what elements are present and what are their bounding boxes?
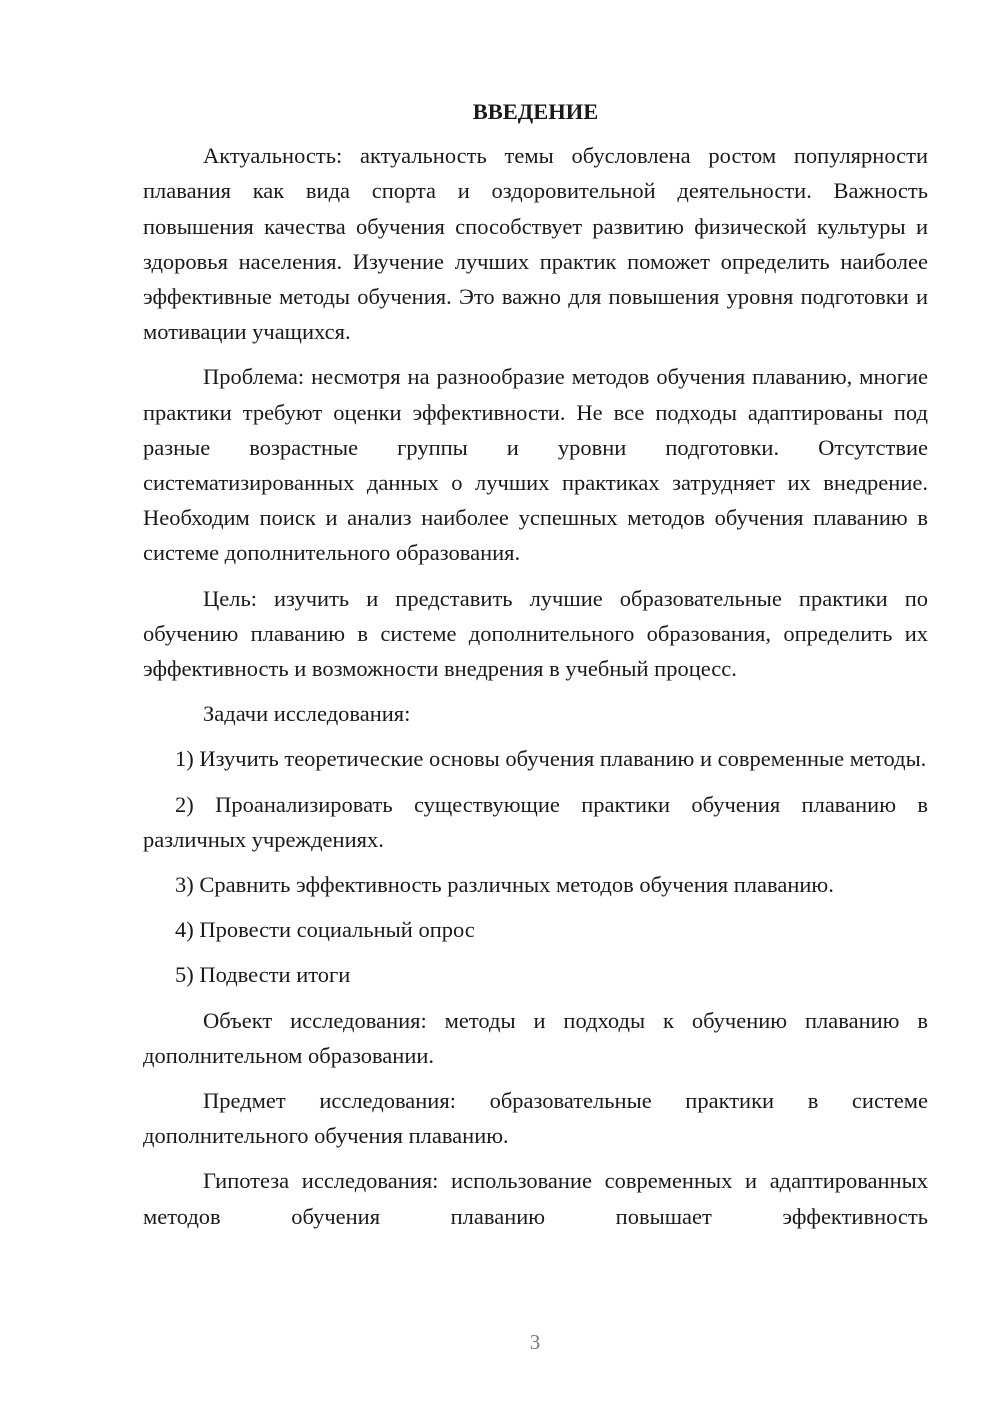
task-item: 4) Провести социальный опрос (175, 917, 475, 943)
tasks-heading: Задачи исследования: (203, 701, 411, 727)
task-item: 1) Изучить теоретические основы обучения плаванию и современные методы. (175, 746, 927, 772)
task-item: 3) Сравнить эффективность различных методов обучения плаванию. (175, 872, 834, 898)
document-body (143, 94, 928, 1234)
goal-paragraph: Цель: изучить и представить лучшие образовательные практики по обучению плаванию в системе дополнительного образования, определить их эффективность и возможности внедрения в учебный процесс. (143, 585, 928, 682)
subject-paragraph: Предмет исследования: образовательные практики в системе дополнительного обучения плаванию. (143, 1088, 928, 1149)
page-title: ВВЕДЕНИЕ (472, 99, 599, 124)
tasks-list (143, 741, 928, 992)
task-item: 5) Подвести итоги (175, 962, 351, 988)
hypothesis-paragraph: Гипотеза исследования: использование современных и адаптированных методов обучения плаванию повышает эффективность (143, 1168, 928, 1229)
task-item: 2) Проанализировать существующие практики обучения плаванию в различных учреждениях. (143, 791, 928, 852)
problem-paragraph: Проблема: несмотря на разнообразие методов обучения плаванию, многие практики требуют оценки эффективности. Не все подходы адаптированы под разные возрастные группы и уровни подготовки. Отсутствие систематизированных данных о лучших практиках затрудняет их внедрение. Необходим поиск и анализ наиболее успешных методов обучения плаванию в системе дополнительного образования. (143, 364, 928, 566)
relevance-paragraph: Актуальность: актуальность темы обусловлена ростом популярности плавания как вида спорта и оздоровительной деятельности. Важность повышения качества обучения способствует развитию физической культуры и здоровья населения. Изучение лучших практик поможет определить наиболее эффективные методы обучения. Это важно для повышения уровня подготовки и мотивации учащихся. (143, 143, 928, 345)
object-paragraph: Объект исследования: методы и подходы к обучению плаванию в дополнительном образовании. (143, 1007, 928, 1068)
page-number: 3 (529, 1330, 541, 1354)
